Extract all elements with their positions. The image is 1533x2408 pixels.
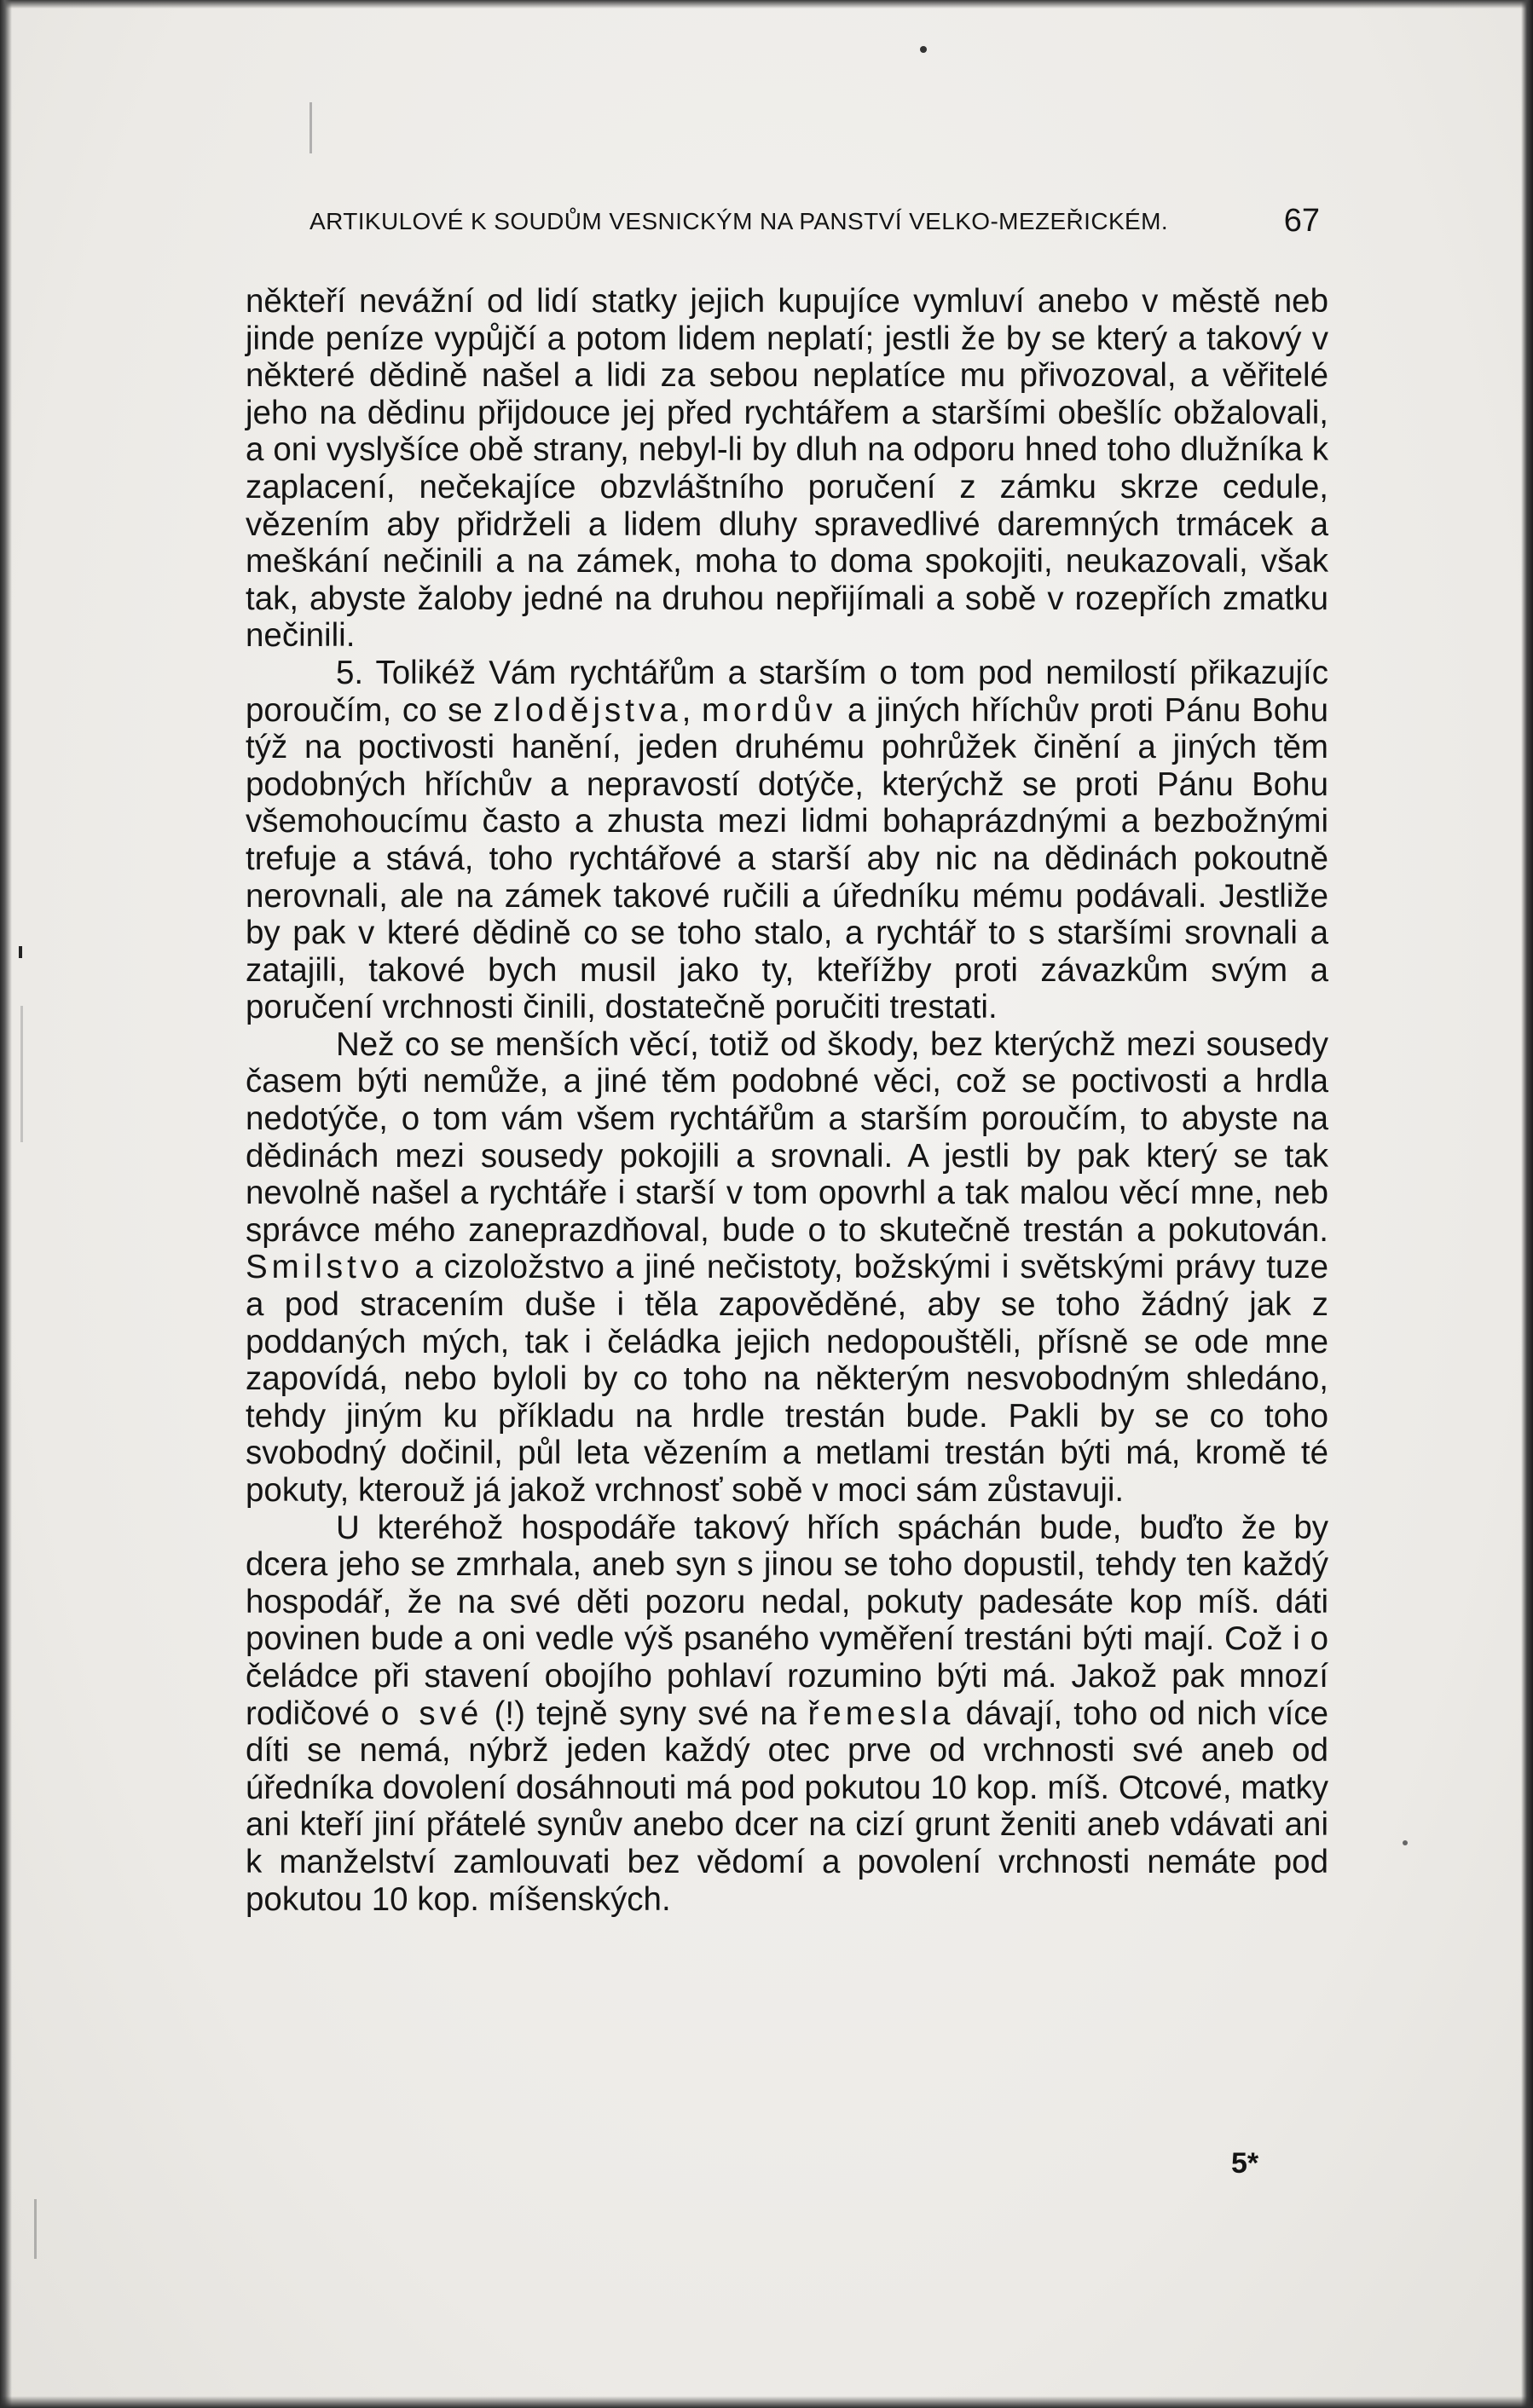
emphasized-text: řemesla [807, 1695, 955, 1732]
body-text [246, 283, 1328, 1918]
paragraph-p2 [246, 655, 1328, 1026]
paragraph-p1 [246, 283, 1328, 655]
running-title: ARTIKULOVÉ K SOUDŮM VESNICKÝM NA PANSTVÍ VELKO-MEZEŘICKÉM. [309, 208, 1169, 234]
paragraph-text: 5. Tolikéž Vám rychtářům a starším o tom pod nemilostí přikazujíc poroučím, co se [246, 654, 1328, 729]
page-number: 67 [1283, 203, 1320, 239]
signature-mark: 5* [1231, 2147, 1259, 2180]
paragraph-text: , [681, 691, 702, 729]
emphasized-text: o své [380, 1695, 483, 1732]
running-header [309, 201, 1320, 240]
paragraph-text: (!) tejně syny své na [483, 1695, 808, 1732]
paragraph-text: dávají, toho od nich více díti se nemá, nýbrž jeden každý otec prve od vrchnosti své aneb od úředníka dovolení dosáhnouti má pod pokutou 10 kop. míš. Otcové, matky ani kteří jiní přátelé synův anebo dcer na cizí grunt ženiti aneb vdávati ani k manželství zamlouvati bez vědomí a povolení vrchnosti nemáte pod pokutou 10 kop. míšenských. [246, 1695, 1329, 1918]
emphasized-text: Smilstvo [246, 1249, 404, 1286]
paragraph-text: někteří nevážní od lidí statky jejich kupujíce vymluví anebo v městě neb jinde peníze vypůjčí a potom lidem neplatí; jestli že by se který a takový v některé dědině našel a lidi za sebou neplatíce mu přivozoval, a věřitelé jeho na dědinu přijdouce jej před rychtářem a staršími obešlíc obžalovali, a oni vyslyšíce obě strany, nebyl-li by dluh na odporu hned toho dlužníka k zaplacení, nečekajíce obzvláštního poručení z zámku skrze cedule, vězením aby přidrželi a lidem dluhy spravedlivé daremných trmácek a meškání nečinili a na zámek, moha to doma spokojiti, neukazovali, však tak, abyste žaloby jedné na druhou nepřijímali a sobě v rozepřích zmatku nečinili. [246, 283, 1328, 655]
emphasized-text: mordův [701, 691, 837, 729]
paragraph-p4 [246, 1510, 1328, 1919]
paragraph-text: a jiných hříchův proti Pánu Bohu týž na poctivosti hanění, jeden druhému pohrůžek činění a jiných těm podobných hříchův a nepravostí dotýče, kterýchž se proti Pánu Bohu všemohoucímu často a zhusta mezi lidmi bohaprázdnými a bezbožnými trefuje a stává, toho rychtářové a starší aby nic na dědinách pokoutně nerovnali, ale na zámek takové ručili a úředníku mému podávali. Jestliže by pak v které dědině co se toho stalo, a rychtář to s staršími srovnali a zatajili, takové bych musil jako ty, kteřížby proti závazkům svým a poručení vrchnosti činili, dostatečně poručiti trestati. [246, 691, 1328, 1026]
paragraph-text: U kteréhož hospodáře takový hřích spáchán bude, buďto že by dcera jeho se zmrhala, aneb syn s jinou se toho dopustil, tehdy ten každý hospodář, že na své děti pozoru nedal, pokuty padesáte kop míš. dáti povinen bude a oni vedle výš psaného vyměření trestáni býti mají. Což i o čeládce při stavení obojího pohlaví rozumino býti má. Jakož pak mnozí rodičové [246, 1509, 1328, 1732]
paragraph-text: a cizoložstvo a jiné nečistoty, božskými i světskými právy tuze a pod stracením duše i těla zapověděné, aby se toho žádný jak z poddaných mých, tak i čeládka jejich nedopouštěli, přísně se ode mne zapovídá, nebo byloli by co toho na některým nesvobodným shledáno, tehdy jiným ku příkladu na hrdle trestán bude. Pakli by se co toho svobodný dočinil, půl leta vězením a metlami trestán býti má, kromě té pokuty, kterouž já jakož vrchnosť sobě v moci sám zůstavuji. [246, 1249, 1328, 1509]
paragraph-p3 [246, 1026, 1328, 1510]
paragraph-text: Než co se menších věcí, totiž od škody, bez kterýchž mezi sousedy časem býti nemůže, a jiné těm podobné věci, což se poctivosti a hrdla nedotýče, o tom vám všem rychtářům a starším poroučím, to abyste na dědinách mezi sousedy pokojili a srovnali. A jestli by pak který se tak nevolně našel a rychtáře i starší v tom opovrhl a tak malou věcí mne, neb správce mého zaneprazdňoval, bude o to skutečně trestán a pokutován. [246, 1025, 1328, 1249]
emphasized-text: zlodějstva [493, 691, 682, 729]
